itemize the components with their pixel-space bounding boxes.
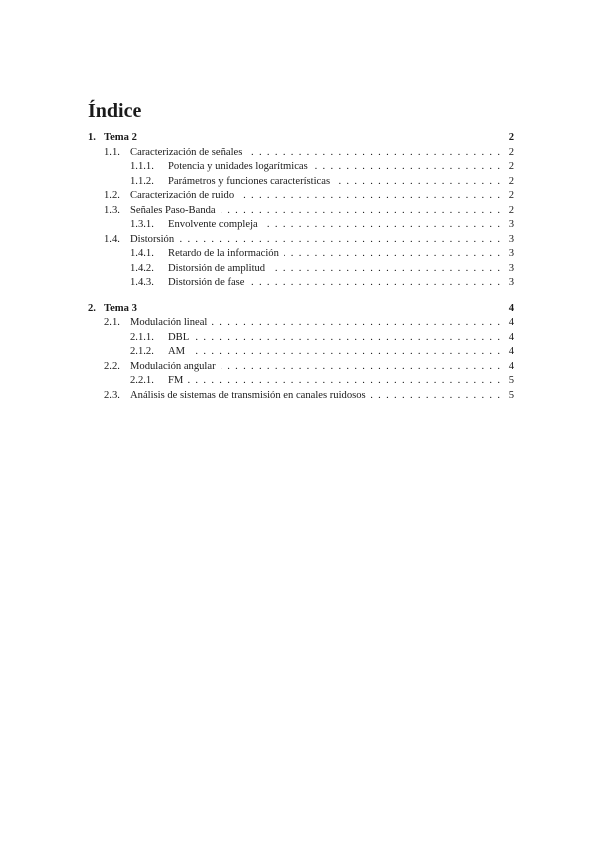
toc-entry-title[interactable]: Señales Paso-Banda [130,204,219,219]
toc-dot-leader [212,316,500,331]
toc-entry-number: 1.2. [104,190,120,201]
toc-entry-title[interactable]: Distorsión de amplitud [168,262,268,277]
toc-subsection-entry[interactable] [88,175,514,190]
toc-dot-leader [284,247,500,262]
toc-entry-number: 2.2. [104,360,120,372]
toc-section-entry[interactable] [88,316,514,331]
toc-dot-leader [313,160,500,175]
toc-entry-number: 2.3. [104,389,120,401]
toc-subsection-entry[interactable] [88,262,514,277]
toc-dot-leader [247,146,500,161]
toc-page-number: 5 [508,375,514,386]
toc-subsection-entry[interactable] [88,331,514,346]
toc-page-number: 2 [508,190,514,201]
toc-dot-leader [250,276,500,291]
toc-section-entry[interactable] [88,146,514,161]
toc-subsection-entry[interactable] [88,374,514,389]
toc-page-number: 3 [508,277,514,288]
toc-entry-title[interactable]: Análisis de sistemas de transmisión en canales ruidosos [130,389,369,404]
toc-entry-number: 1. [88,132,96,143]
toc-section-entry[interactable] [88,360,514,375]
toc-entry-title[interactable]: Tema 2 [104,131,140,146]
toc-entry-title[interactable]: Distorsión [130,233,177,248]
toc-section-entry[interactable] [88,189,514,204]
toc-entry-number: 1.1. [104,146,120,158]
toc-page-number: 2 [508,161,514,172]
toc-dot-leader [188,374,500,389]
toc-page-number: 4 [508,302,514,314]
toc-entry-title[interactable]: Distorsión de fase [168,276,248,291]
toc-dot-leader [194,331,500,346]
toc-entry-title[interactable]: Modulación angular [130,360,219,375]
toc-dot-leader [335,175,500,190]
toc-entry-title[interactable]: Retardo de la información [168,247,282,262]
toc-section-entry[interactable] [88,233,514,248]
toc-entry-title[interactable]: DBL [168,331,192,346]
toc-page-number: 4 [508,317,514,328]
toc-chapter-entry[interactable] [88,302,514,317]
toc-entry-title[interactable]: Parámetros y funciones características [168,175,333,190]
toc-chapter-entry[interactable] [88,131,514,146]
toc-page-number: 3 [508,262,514,274]
toc-dot-leader [239,189,500,204]
toc-entry-number: 1.4.3. [130,277,154,288]
toc-page-number: 2 [508,146,514,158]
toc-entry-title[interactable]: Envolvente compleja [168,218,261,233]
toc-entry-number: 1.1.1. [130,161,154,172]
toc-dot-leader [263,218,500,233]
toc-entry-number: 2.1.1. [130,331,154,343]
toc-page-number: 2 [508,175,514,187]
toc-section-entry[interactable] [88,204,514,219]
toc-subsection-entry[interactable] [88,276,514,291]
toc-subsection-entry[interactable] [88,160,514,175]
toc-heading: Índice [88,100,142,122]
toc-dot-leader [179,233,500,248]
toc-entry-number: 1.1.2. [130,175,154,187]
toc-entry-number: 1.4. [104,233,120,245]
toc-page-number: 2 [508,204,514,216]
toc-page-number: 4 [508,346,514,357]
toc-dot-leader [221,204,500,219]
toc-entry-number: 1.3.1. [130,219,154,230]
toc-page-number: 4 [508,331,514,343]
toc-entry-number: 2. [88,302,96,314]
toc-entry-title[interactable]: Potencia y unidades logarítmicas [168,160,311,175]
toc-entry-title[interactable]: Modulación lineal [130,316,210,331]
toc-subsection-entry[interactable] [88,247,514,262]
toc-dot-leader [371,389,500,404]
toc-entry-number: 1.3. [104,204,120,216]
toc-dot-leader [190,345,500,360]
toc-section-entry[interactable] [88,389,514,404]
toc-entry-number: 2.2.1. [130,375,154,386]
toc-subsection-entry[interactable] [88,345,514,360]
toc-subsection-entry[interactable] [88,218,514,233]
toc-dot-leader [270,262,500,277]
toc-page-number: 3 [508,219,514,230]
toc-entry-title[interactable]: AM [168,345,188,360]
toc-page-number: 3 [508,233,514,245]
toc-page-number: 5 [508,389,514,401]
toc-entry-title[interactable]: Tema 3 [104,302,140,317]
toc-entry-number: 1.4.2. [130,262,154,274]
toc-entry-title[interactable]: Caracterización de ruido [130,189,237,204]
toc-page-number: 4 [508,360,514,372]
toc-entry-title[interactable]: FM [168,374,186,389]
toc-dot-leader [221,360,500,375]
toc-page-number: 2 [508,132,514,143]
toc-page-number: 3 [508,248,514,259]
toc-entry-title[interactable]: Caracterización de señales [130,146,245,161]
toc-entry-number: 2.1.2. [130,346,154,357]
toc-entry-number: 1.4.1. [130,248,154,259]
table-of-contents [88,131,514,403]
toc-entry-number: 2.1. [104,317,120,328]
